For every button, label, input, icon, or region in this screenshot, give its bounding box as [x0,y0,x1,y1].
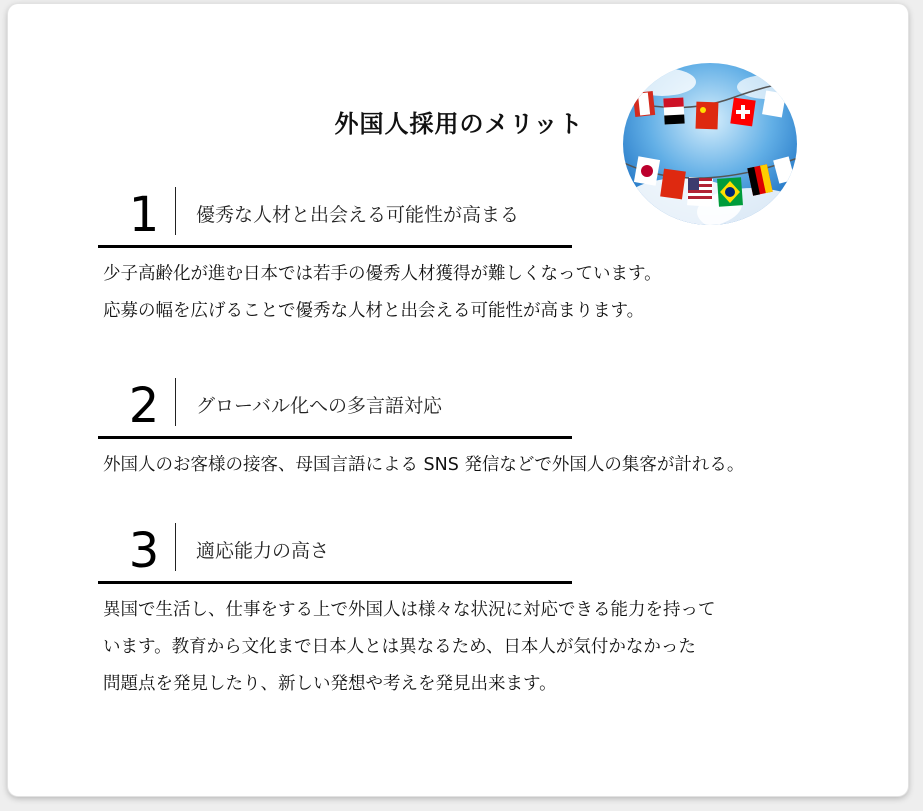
description-line: 外国人のお客様の接客、母国言語による SNS 発信などで外国人の集客が計れる。 [103,455,745,475]
description-line: 応募の幅を広げることで優秀な人材と出会える可能性が高まります。 [103,301,645,321]
merit-point-1 [98,185,572,248]
point-heading: 優秀な人材と出会える可能性が高まる [196,204,520,226]
point-heading: 適応能力の高さ [196,540,330,562]
divider [175,523,176,571]
description-line: 問題点を発見したり、新しい発想や考えを発見出来ます。 [103,674,557,694]
description-line: 少子高齢化が進む日本では若手の優秀人材獲得が難しくなっています。 [103,264,662,284]
point-number: 2 [128,378,160,434]
point-number: 1 [128,187,160,243]
merit-point-2 [98,376,572,439]
description-line: 異国で生活し、仕事をする上で外国人は様々な状況に対応できる能力を持って [103,600,716,620]
point-heading: グローバル化への多言語対応 [196,395,443,417]
divider [175,187,176,235]
merit-point-3 [98,521,572,584]
point-number: 3 [128,523,160,579]
point-2-description [103,447,744,484]
point-1-description [103,256,662,330]
world-flags-image [622,62,798,226]
point-3-description [103,592,716,703]
divider [175,378,176,426]
page-title: 外国人採用のメリット [334,110,584,138]
description-line: います。教育から文化まで日本人とは異なるため、日本人が気付かなかった [103,637,696,657]
